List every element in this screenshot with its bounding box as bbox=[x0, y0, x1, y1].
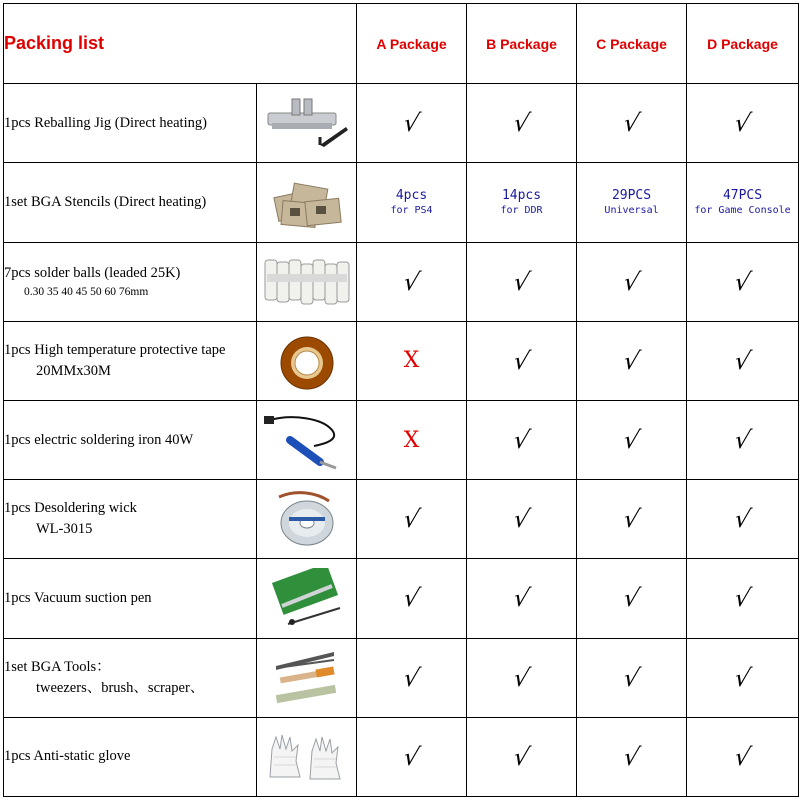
package-a-header: A Package bbox=[357, 4, 467, 84]
solder-balls-image bbox=[257, 242, 357, 321]
check-mark-icon: √ bbox=[510, 742, 533, 771]
item-row bbox=[4, 638, 799, 717]
check-mark-icon: √ bbox=[731, 426, 754, 455]
package-c-cell bbox=[577, 84, 687, 163]
check-mark-icon: √ bbox=[731, 346, 754, 375]
package-c-cell bbox=[577, 717, 687, 796]
check-mark-icon: √ bbox=[731, 109, 754, 138]
item-description bbox=[4, 559, 257, 638]
item-name: 1pcs Anti-static glove bbox=[4, 748, 131, 765]
packing-list-title: Packing list bbox=[4, 4, 357, 84]
item-row bbox=[4, 242, 799, 321]
check-mark-icon: √ bbox=[400, 505, 423, 534]
item-detail: 0.30 35 40 45 50 60 76mm bbox=[24, 285, 149, 298]
item-row bbox=[4, 321, 799, 400]
check-mark-icon: √ bbox=[620, 426, 643, 455]
header-row bbox=[4, 4, 799, 84]
kapton-tape-image bbox=[257, 321, 357, 400]
package-d-cell bbox=[687, 84, 799, 163]
check-mark-icon: √ bbox=[400, 742, 423, 771]
desoldering-wick-image bbox=[257, 480, 357, 559]
package-c-cell bbox=[577, 163, 687, 242]
check-mark-icon: √ bbox=[731, 505, 754, 534]
check-mark-icon: √ bbox=[400, 109, 423, 138]
item-name: 7pcs solder balls (leaded 25K) bbox=[4, 264, 181, 281]
item-detail: 20MMx30M bbox=[36, 362, 111, 379]
package-a-cell bbox=[357, 163, 467, 242]
package-a-cell bbox=[357, 559, 467, 638]
soldering-iron-image bbox=[257, 400, 357, 479]
check-mark-icon: √ bbox=[620, 505, 643, 534]
package-a-cell bbox=[357, 400, 467, 479]
item-name: 1pcs electric soldering iron 40W bbox=[4, 431, 194, 448]
item-description bbox=[4, 717, 257, 796]
vacuum-pen-image bbox=[257, 559, 357, 638]
item-row bbox=[4, 480, 799, 559]
check-mark-icon: √ bbox=[400, 267, 423, 296]
stencil-quantity: 47PCS bbox=[722, 188, 763, 204]
item-name: 1pcs Vacuum suction pen bbox=[4, 589, 152, 606]
package-a-cell bbox=[357, 84, 467, 163]
item-name: 1set BGA Stencils (Direct heating) bbox=[4, 193, 207, 210]
package-d-cell bbox=[687, 559, 799, 638]
check-mark-icon: √ bbox=[510, 346, 533, 375]
package-b-cell bbox=[467, 242, 577, 321]
check-mark-icon: √ bbox=[510, 663, 533, 692]
package-c-cell bbox=[577, 321, 687, 400]
stencil-quantity: 4pcs bbox=[395, 188, 428, 204]
package-c-cell bbox=[577, 400, 687, 479]
package-a-cell bbox=[357, 321, 467, 400]
check-mark-icon: √ bbox=[731, 663, 754, 692]
item-row bbox=[4, 400, 799, 479]
package-b-cell bbox=[467, 717, 577, 796]
package-d-cell bbox=[687, 321, 799, 400]
stencil-usage-note: for Game Console bbox=[694, 205, 791, 217]
package-b-header: B Package bbox=[467, 4, 577, 84]
stencil-quantity: 14pcs bbox=[501, 188, 542, 204]
package-a-cell bbox=[357, 638, 467, 717]
reballing-jig-image bbox=[257, 84, 357, 163]
package-b-cell bbox=[467, 480, 577, 559]
package-a-cell bbox=[357, 480, 467, 559]
check-mark-icon: √ bbox=[731, 584, 754, 613]
item-name: 1pcs Desoldering wick bbox=[4, 500, 137, 517]
package-c-cell bbox=[577, 638, 687, 717]
package-b-cell bbox=[467, 321, 577, 400]
item-detail: WL-3015 bbox=[36, 521, 93, 538]
package-b-cell bbox=[467, 84, 577, 163]
item-detail: tweezers、brush、scraper、 bbox=[36, 679, 205, 696]
package-d-cell bbox=[687, 717, 799, 796]
packing-list-table bbox=[3, 3, 799, 797]
package-d-cell bbox=[687, 242, 799, 321]
package-d-cell bbox=[687, 400, 799, 479]
check-mark-icon: √ bbox=[731, 742, 754, 771]
package-c-cell bbox=[577, 559, 687, 638]
check-mark-icon: √ bbox=[731, 267, 754, 296]
package-b-cell bbox=[467, 400, 577, 479]
check-mark-icon: √ bbox=[620, 346, 643, 375]
check-mark-icon: √ bbox=[620, 267, 643, 296]
package-d-header: D Package bbox=[687, 4, 799, 84]
item-row bbox=[4, 163, 799, 242]
item-name: 1pcs Reballing Jig (Direct heating) bbox=[4, 114, 207, 131]
check-mark-icon: √ bbox=[620, 663, 643, 692]
check-mark-icon: √ bbox=[400, 663, 423, 692]
check-mark-icon: √ bbox=[620, 742, 643, 771]
check-mark-icon: √ bbox=[510, 584, 533, 613]
item-row bbox=[4, 717, 799, 796]
check-mark-icon: √ bbox=[510, 426, 533, 455]
item-description bbox=[4, 400, 257, 479]
item-name: 1set BGA Tools： bbox=[4, 658, 111, 675]
check-mark-icon: √ bbox=[510, 109, 533, 138]
check-mark-icon: √ bbox=[510, 505, 533, 534]
item-row bbox=[4, 84, 799, 163]
cross-mark-icon: X bbox=[403, 427, 420, 453]
stencil-quantity: 29PCS bbox=[611, 188, 652, 204]
cross-mark-icon: X bbox=[403, 348, 420, 374]
package-d-cell bbox=[687, 163, 799, 242]
check-mark-icon: √ bbox=[510, 267, 533, 296]
item-description bbox=[4, 321, 257, 400]
stencil-usage-note: for DDR bbox=[500, 205, 543, 217]
check-mark-icon: √ bbox=[400, 584, 423, 613]
package-c-cell bbox=[577, 242, 687, 321]
check-mark-icon: √ bbox=[620, 584, 643, 613]
package-c-cell bbox=[577, 480, 687, 559]
anti-static-glove-image bbox=[257, 717, 357, 796]
package-a-cell bbox=[357, 242, 467, 321]
package-b-cell bbox=[467, 163, 577, 242]
item-description bbox=[4, 84, 257, 163]
package-b-cell bbox=[467, 638, 577, 717]
bga-stencils-image bbox=[257, 163, 357, 242]
item-row bbox=[4, 559, 799, 638]
stencil-usage-note: Universal bbox=[604, 205, 659, 217]
check-mark-icon: √ bbox=[620, 109, 643, 138]
item-name: 1pcs High temperature protective tape bbox=[4, 341, 226, 358]
bga-tools-image bbox=[257, 638, 357, 717]
package-b-cell bbox=[467, 559, 577, 638]
item-description bbox=[4, 163, 257, 242]
package-c-header: C Package bbox=[577, 4, 687, 84]
package-d-cell bbox=[687, 480, 799, 559]
package-d-cell bbox=[687, 638, 799, 717]
package-a-cell bbox=[357, 717, 467, 796]
stencil-usage-note: for PS4 bbox=[390, 205, 433, 217]
packing-list-body bbox=[4, 84, 799, 797]
item-description bbox=[4, 242, 257, 321]
item-description bbox=[4, 480, 257, 559]
item-description bbox=[4, 638, 257, 717]
